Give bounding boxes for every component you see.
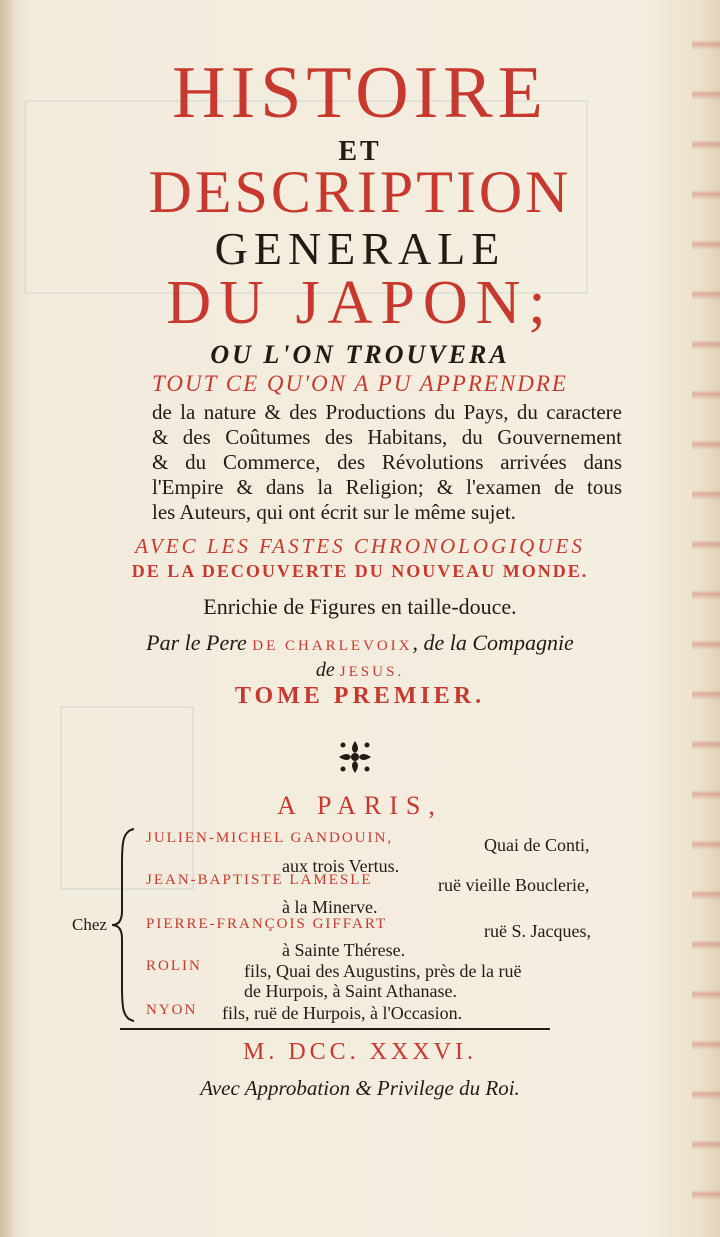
title-histoire: HISTOIRE [172, 52, 548, 134]
publisher-2 [146, 872, 373, 888]
description-line: de la nature & des Productions du Pays, du caractere [152, 400, 622, 424]
city-paris: A PARIS, [277, 791, 443, 820]
publisher-name: JULIEN-MICHEL GANDOUIN, [146, 830, 394, 846]
publisher-brace [108, 825, 138, 1025]
description-line: & des Coûtumes des Habitans, du Gouvernement [152, 425, 622, 449]
publisher-address: à la Minerve. [282, 897, 378, 917]
publisher-1 [146, 830, 393, 846]
publisher-address: aux trois Vertus. [282, 856, 400, 876]
publisher-name: NYON [146, 1002, 198, 1018]
fleuron-ornament-icon [335, 737, 375, 777]
publication-date: M. DCC. XXXVI. [242, 1039, 477, 1065]
publisher-5 [146, 1002, 197, 1018]
description-paragraph [152, 400, 622, 525]
author-line2-prefix: de [315, 659, 335, 681]
publisher-address: ruë S. Jacques, [484, 921, 591, 941]
publisher-address: fils, ruë de Hurpois, à l'Occasion. [222, 1003, 463, 1023]
title-du-japon: DU JAPON; [166, 269, 554, 337]
publisher-address: à Sainte Thérese. [282, 940, 406, 960]
description-line: les Auteurs, qui ont écrit sur le même sujet. [152, 500, 516, 524]
chez-label: Chez [72, 915, 107, 934]
title-description: DESCRIPTION [148, 159, 572, 225]
publisher-name: JEAN-BAPTISTE LAMESLE [146, 872, 373, 888]
approbation-line: Avec Approbation & Privilege du Roi. [200, 1076, 520, 1100]
author-line2-name: JESUS. [339, 664, 405, 680]
author-suffix: , de la Compagnie [412, 630, 574, 655]
divider [120, 1028, 550, 1030]
title-et: ET [338, 136, 382, 167]
publisher-name: ROLIN [146, 958, 202, 974]
publisher-address: ruë vieille Bouclerie, [438, 875, 590, 895]
author-line [70, 632, 650, 654]
title-generale: GENERALE [214, 223, 506, 274]
subtitle-ou-lon-trouvera: OU L'ON TROUVERA [210, 340, 510, 369]
author-name: DE CHARLEVOIX [252, 638, 413, 654]
author-prefix: Par le Pere [146, 630, 247, 655]
description-line: l'Empire & dans la Religion; & l'examen de tous [152, 475, 622, 499]
author-line-2 [0, 660, 720, 680]
subtitle-decouverte: DE LA DECOUVERTE DU NOUVEAU MONDE. [131, 561, 589, 581]
subtitle-tout-ce: TOUT CE QU'ON A PU APPRENDRE [152, 371, 568, 396]
publisher-address: Quai de Conti, [484, 835, 590, 855]
figures-note: Enrichie de Figures en taille-douce. [203, 594, 517, 619]
publisher-name: PIERRE-FRANÇOIS GIFFART [146, 916, 388, 932]
tome-premier: TOME PREMIER. [234, 683, 486, 709]
publisher-address: fils, Quai des Augustins, près de la ruë [244, 961, 522, 981]
publisher-address: de Hurpois, à Saint Athanase. [244, 981, 457, 1001]
description-line: & du Commerce, des Révolutions arrivées dans [152, 450, 622, 474]
publisher-4 [146, 958, 202, 974]
publisher-3 [146, 916, 387, 932]
subtitle-fastes: AVEC LES FASTES CHRONOLOGIQUES [135, 534, 585, 558]
